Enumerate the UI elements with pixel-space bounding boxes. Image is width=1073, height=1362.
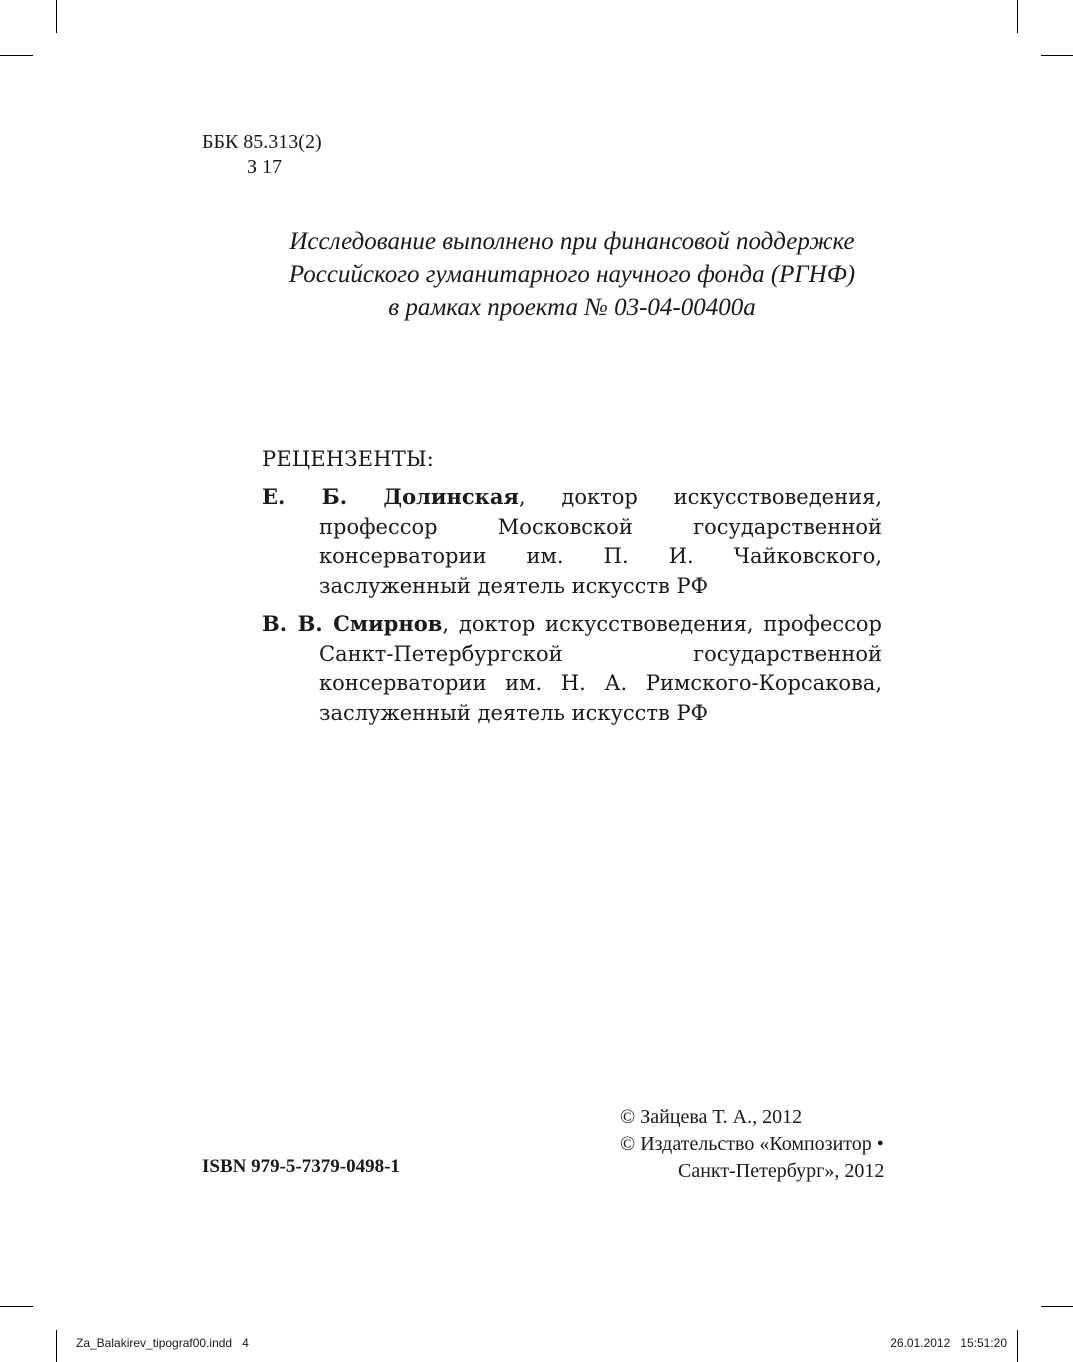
crop-mark bbox=[1017, 1330, 1018, 1362]
funding-line: Исследование выполнено при финансовой поддержке bbox=[289, 228, 855, 255]
reviewer-entry bbox=[262, 609, 882, 728]
reviewers-heading: РЕЦЕНЗЕНТЫ: bbox=[262, 447, 435, 471]
slug-datetime: 26.01.2012 15:51:20 bbox=[890, 1336, 1007, 1350]
funding-note bbox=[240, 225, 904, 324]
isbn: ISBN 979-5-7379-0498-1 bbox=[202, 1156, 400, 1177]
slug-filename: Za_Balakirev_tipograf00.indd 4 bbox=[76, 1336, 249, 1350]
reviewer-name: В. В. Смирнов bbox=[262, 611, 443, 636]
funding-line: Российского гуманитарного научного фонда (РГНФ) bbox=[288, 261, 856, 288]
crop-mark bbox=[1041, 55, 1073, 56]
crop-mark bbox=[0, 1306, 33, 1307]
crop-mark bbox=[56, 1330, 57, 1362]
reviewer-name: Е. Б. Долинская bbox=[262, 484, 519, 509]
classification-block bbox=[202, 130, 322, 180]
copyright-author: © Зайцева Т. А., 2012 bbox=[620, 1106, 803, 1128]
copyright-publisher-cont: Санкт-Петербург», 2012 bbox=[678, 1160, 885, 1182]
reviewer-description: , доктор искусствоведения, профессор Санкт-Петербургской государственной консерватории им. Н. А. Римского-Корсакова, заслуженный деятель искусств РФ bbox=[319, 612, 882, 725]
crop-mark bbox=[0, 55, 33, 56]
author-mark: З 17 bbox=[247, 156, 283, 178]
crop-mark bbox=[1017, 0, 1018, 33]
crop-mark bbox=[56, 0, 57, 33]
crop-mark bbox=[1041, 1306, 1073, 1307]
reviewer-description: , доктор искусствоведения, профессор Московской государственной консерватории им. П. И. Чайковского, заслуженный деятель искусств РФ bbox=[319, 485, 882, 598]
bbk-code: ББК 85.313(2) bbox=[202, 131, 322, 153]
funding-line: в рамках проекта № 03-04-00400а bbox=[388, 294, 756, 321]
reviewer-entry bbox=[262, 482, 882, 601]
copyright-block bbox=[620, 1104, 884, 1185]
copyright-publisher: © Издательство «Композитор • bbox=[620, 1133, 884, 1155]
